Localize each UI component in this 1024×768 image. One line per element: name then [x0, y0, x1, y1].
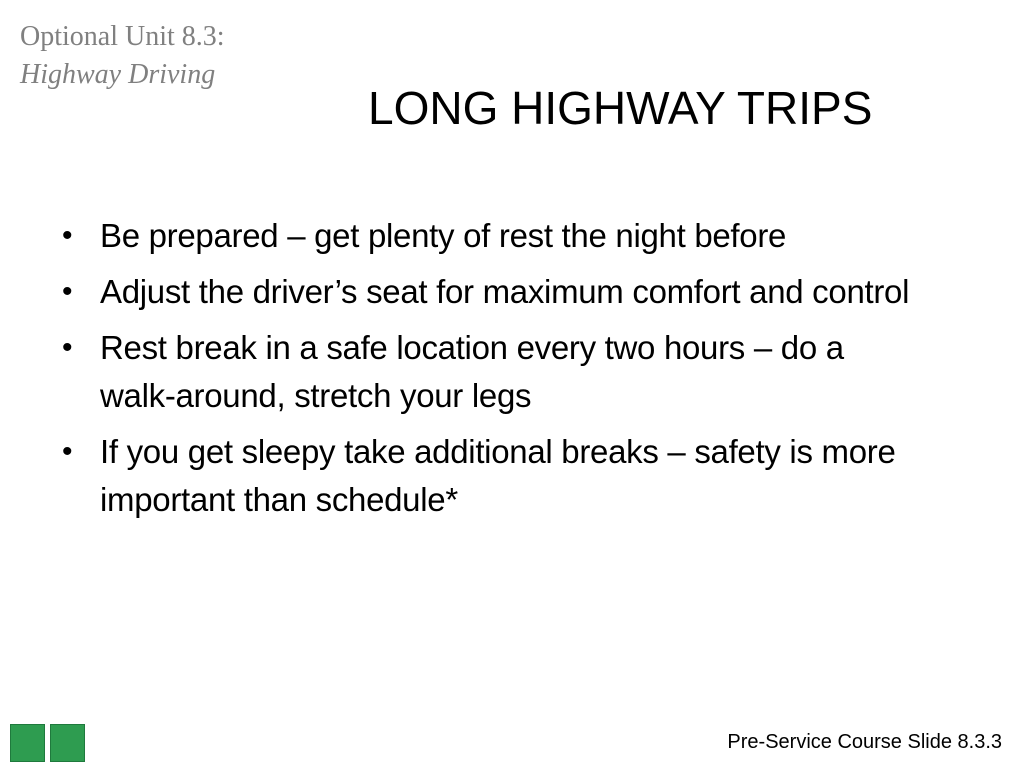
bullet-text: Rest break in a safe location every two hours – do a walk-around, stretch your legs	[100, 329, 844, 414]
bullet-item	[62, 324, 912, 420]
slide-title: LONG HIGHWAY TRIPS	[368, 82, 873, 134]
bullet-text: Adjust the driver’s seat for maximum comfort and control	[100, 273, 910, 310]
bullet-text: If you get sleepy take additional breaks – safety is more important than schedule*	[100, 433, 896, 518]
footer-decoration	[10, 724, 85, 762]
green-square-icon	[10, 724, 45, 762]
bullet-icon: •	[62, 219, 73, 252]
bullet-icon: •	[62, 275, 73, 308]
bullet-item	[62, 428, 912, 524]
bullet-text: Be prepared – get plenty of rest the night before	[100, 217, 787, 254]
bullet-icon: •	[62, 435, 73, 468]
bullet-icon: •	[62, 331, 73, 364]
unit-subtitle: Highway Driving	[20, 59, 216, 90]
bullet-item	[62, 212, 912, 260]
unit-label: Optional Unit 8.3:	[20, 21, 225, 52]
bullet-item	[62, 268, 912, 316]
unit-header	[20, 18, 225, 94]
footer-slide-label: Pre-Service Course Slide 8.3.3	[727, 731, 1002, 753]
bullet-list	[62, 212, 912, 532]
green-square-icon	[50, 724, 85, 762]
